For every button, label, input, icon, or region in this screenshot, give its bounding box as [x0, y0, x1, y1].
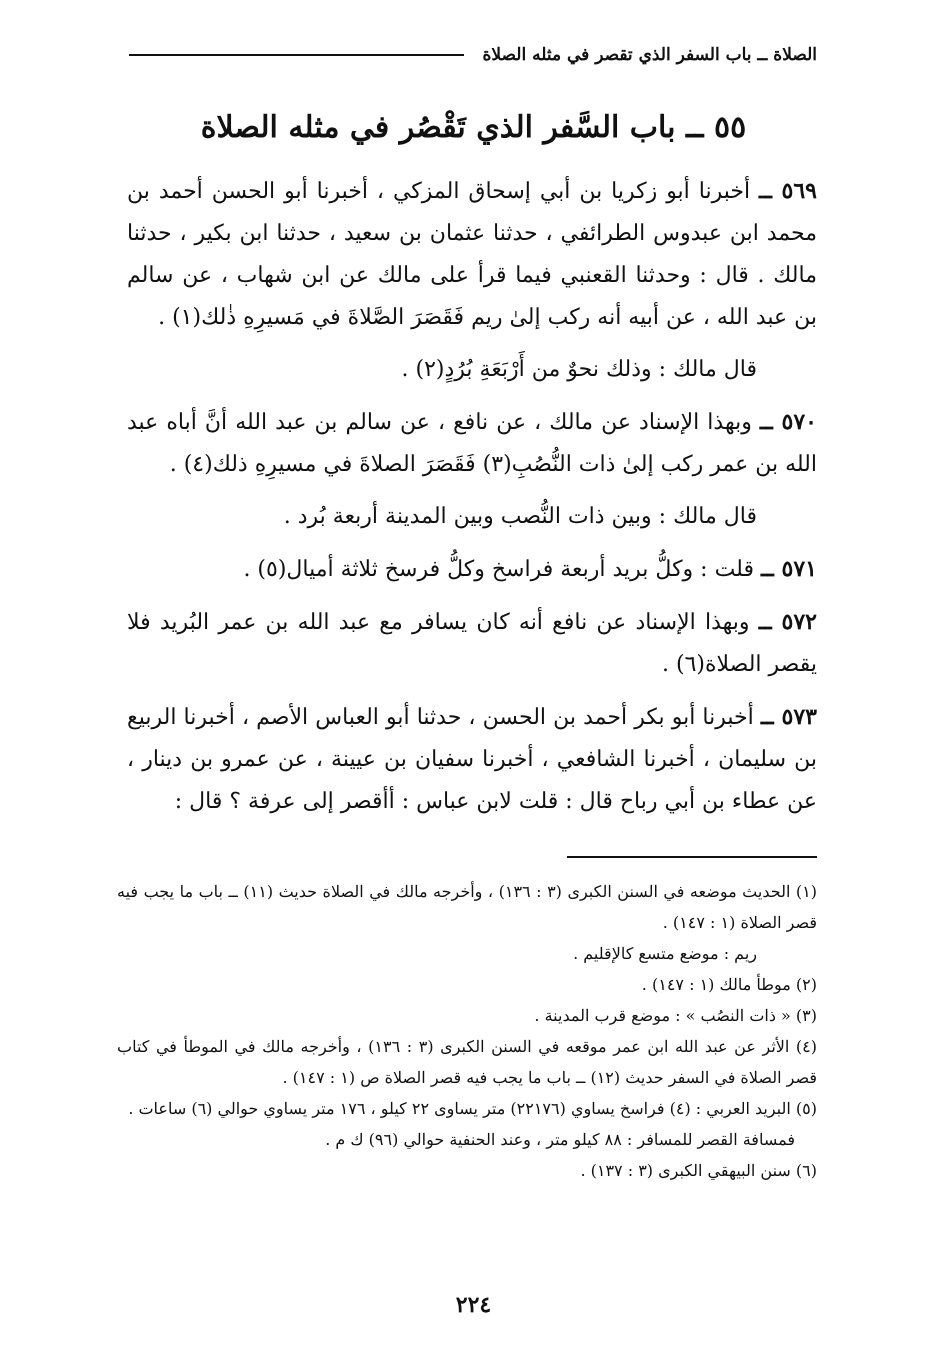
running-head	[117, 40, 817, 70]
footnote-6: (٦) سنن البيهقي الكبرى (٣ : ١٣٧) .	[580, 1161, 817, 1180]
hadith-570	[127, 401, 817, 486]
hadith-text: أخبرنا أبو زكريا بن أبي إسحاق المزكي ، أخبرنا أبو الحسن أحمد بن محمد ابن عبدوس الطرائفي ، حدثنا عثمان بن سعيد ، حدثنا ابن بكير ، حدثنا مالك . قال : وحدثنا القعنبي فيما قرأ على مالك عن ابن شهاب ، عن سالم بن عبد الله ، عن أبيه أنه ركب إلىٰ ريم فَقَصَرَ الصَّلاةَ في مَسيرِهِ ذٰلك(١) .	[127, 179, 817, 330]
hadith-573	[127, 696, 817, 823]
hadith-571	[127, 548, 817, 591]
running-head-text: الصلاة ــ باب السفر الذي تقصر في مثله الصلاة	[482, 45, 817, 65]
footnote-2: (٢) موطأ مالك (١ : ١٤٧) .	[641, 975, 817, 994]
footnote-5: (٥) البريد العربي : (٤) فراسخ يساوي (٢٢١٧٦) متر يساوى ٢٢ كيلو ، ١٧٦ متر يساوي حوالي (٦) ساعات .	[128, 1099, 817, 1118]
footnote-5-note: فمسافة القصر للمسافر : ٨٨ كيلو متر ، وعند الحنفية حوالي (٩٦) ك م .	[325, 1130, 795, 1149]
running-head-rule	[129, 54, 464, 56]
footnote-4: (٤) الأثر عن عبد الله ابن عمر موقعه في السنن الكبرى (٣ : ١٣٦) ، وأخرجه مالك في الموطأ في كتاب قصر الصلاة في السفر حديث (١٢) ــ باب ما يجب فيه قصر الصلاة ص (١ : ١٤٧) .	[117, 1037, 818, 1087]
footnotes	[117, 876, 817, 1186]
footnote-3: (٣) « ذات النصُب » : موضع قرب المدينة .	[534, 1006, 817, 1025]
chapter-title: ٥٥ ــ باب السَّفر الذي تَقْصُر في مثله الصلاة	[200, 110, 747, 145]
hadith-number: ٥٧٢ ــ	[758, 609, 817, 635]
footnote-1-note: ريم : موضع متسع كالإقليم .	[573, 944, 757, 963]
hadith-text: قلت : وكلُّ بريد أربعة فراسخ وكلُّ فرسخ ثلاثة أميال(٥) .	[243, 557, 754, 582]
footnote-separator	[567, 856, 817, 858]
footnote-1: (١) الحديث موضعه في السنن الكبرى (٣ : ١٣٦) ، وأخرجه مالك في الصلاة حديث (١١) ــ باب ما يجب فيه قصر الصلاة (١ : ١٤٧) .	[117, 882, 817, 932]
hadith-text: أخبرنا أبو بكر أحمد بن الحسن ، حدثنا أبو العباس الأصم ، أخبرنا الربيع بن سليمان ، أخبرنا الشافعي ، أخبرنا سفيان بن عيينة ، عن عمرو بن دينار ، عن عطاء بن أبي رباح قال : قلت لابن عباس : أأقصر إلى عرفة ؟ قال :	[127, 705, 817, 814]
main-text	[127, 170, 817, 833]
hadith-number: ٥٧٠ ــ	[759, 409, 817, 435]
hadith-text: وبهذا الإسناد عن نافع أنه كان يسافر مع عبد الله بن عمر البُريد فلا يقصر الصلاة(٦) .	[127, 610, 817, 677]
hadith-text: وبهذا الإسناد عن مالك ، عن نافع ، عن سالم بن عبد الله أنَّ أباه عبد الله بن عمر ركب إلىٰ ذات النُّصُبِ(٣) فَقَصَرَ الصلاةَ في مسيرِهِ ذلك(٤) .	[127, 410, 817, 477]
hadith-number: ٥٧٣ ــ	[760, 704, 817, 730]
malik-comment	[127, 349, 817, 391]
hadith-572	[127, 601, 817, 686]
malik-comment	[127, 496, 817, 538]
comment-text: قال مالك : وذلك نحوٌ من أَرْبَعَةِ بُرُدٍ(٢) .	[401, 357, 757, 382]
hadith-569	[127, 170, 817, 339]
comment-text: قال مالك : وبين ذات النُّصب وبين المدينة أربعة بُرد .	[283, 504, 757, 529]
page-number: ٢٢٤	[455, 1292, 492, 1318]
hadith-number: ٥٦٩ ــ	[759, 178, 817, 204]
hadith-number: ٥٧١ ــ	[760, 556, 817, 582]
